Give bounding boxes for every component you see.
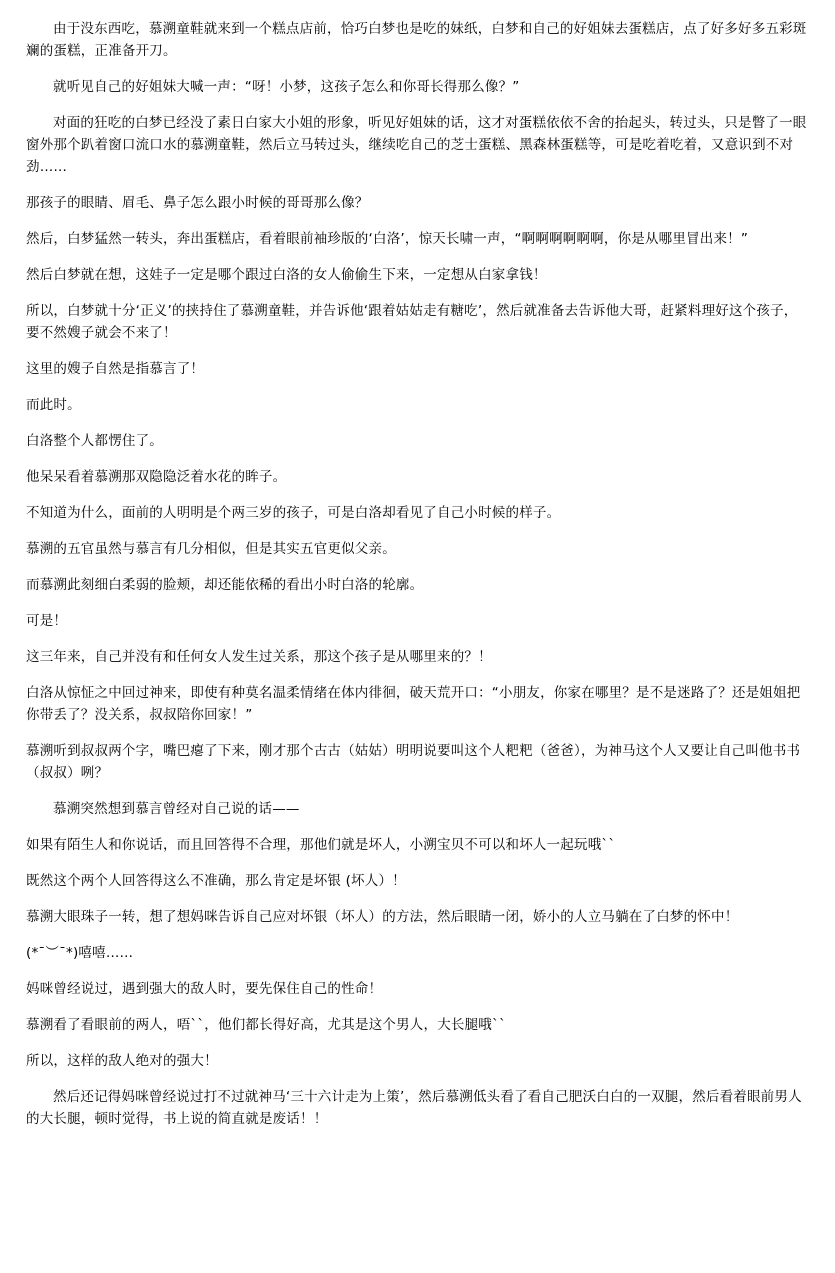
paragraph: 就听见自己的好姐妹大喊一声：“呀！小梦，这孩子怎么和你哥长得那么像？” [53,79,520,95]
paragraph: 而此时。 [26,397,81,413]
paragraph: 由于没东西吃，慕溯童鞋就来到一个糕点店前，恰巧白梦也是吃的妹纸，白梦和自己的好姐妹去蛋糕店，点了好多好多五彩斑斓的蛋糕，正准备开刀。 [26,21,807,59]
paragraph: 不知道为什么，面前的人明明是个两三岁的孩子，可是白洛却看见了自己小时候的样子。 [26,505,561,521]
paragraph: 这里的嫂子自然是指慕言了！ [26,361,205,377]
paragraph: 然后白梦就在想，这娃子一定是哪个跟过白洛的女人偷偷生下来，一定想从白家拿钱！ [26,267,547,283]
paragraph: 白洛从惊怔之中回过神来，即使有种莫名温柔情绪在体内徘徊，破天荒开口：“小朋友，你家在哪里？是不是迷路了？还是姐姐把你带丢了？没关系，叔叔陪你回家！” [26,685,801,723]
paragraph: 妈咪曾经说过，遇到强大的敌人时，要先保住自己的性命！ [26,981,383,997]
paragraph: 对面的狂吃的白梦已经没了素日白家大小姐的形象，听见好姐妹的话，这才对蛋糕依依不舍的抬起头，转过头，只是瞥了一眼窗外那个趴着窗口流口水的慕溯童鞋，然后立马转过头，继续吃自己的芝士蛋糕、黑森林蛋糕等，可是吃着吃着，又意识到不对劲…… [26,115,807,175]
paragraph: 然后，白梦猛然一转头，奔出蛋糕店，看着眼前袖珍版的‘白洛’，惊天长啸一声，“啊啊啊啊啊啊，你是从哪里冒出来！” [26,231,749,247]
paragraph: 既然这个两个人回答得这么不准确，那么肯定是坏银 (坏人）！ [26,873,406,889]
paragraph: (*ˉ︶ˉ*)嘻嘻…… [26,945,134,961]
paragraph: 所以，这样的敌人绝对的强大！ [26,1053,218,1069]
paragraph: 所以，白梦就十分‘正义’的挟持住了慕溯童鞋，并告诉他‘跟着姑姑走有糖吃’，然后就准备去告诉他大哥，赶紧料理好这个孩子，要不然嫂子就会不来了！ [26,303,798,341]
paragraph: 如果有陌生人和你说话，而且回答得不合理，那他们就是坏人，小溯宝贝不可以和坏人一起玩哦`` [26,837,616,853]
paragraph: 慕溯突然想到慕言曾经对自己说的话—— [53,801,300,817]
paragraph: 慕溯的五官虽然与慕言有几分相似，但是其实五官更似父亲。 [26,541,396,557]
paragraph: 可是！ [26,613,68,629]
paragraph: 慕溯看了看眼前的两人，唔``，他们都长得好高，尤其是这个男人，大长腿哦`` [26,1017,506,1033]
paragraph: 他呆呆看着慕溯那双隐隐泛着水花的眸子。 [26,469,287,485]
paragraph: 那孩子的眼睛、眉毛、鼻子怎么跟小时候的哥哥那么像？ [26,195,369,211]
paragraph: 而慕溯此刻细白柔弱的脸颊，却还能依稀的看出小时白洛的轮廓。 [26,577,424,593]
paragraph: 慕溯大眼珠子一转，想了想妈咪告诉自己应对坏银（坏人）的方法，然后眼睛一闭，娇小的人立马躺在了白梦的怀中！ [26,909,739,925]
paragraph: 白洛整个人都愣住了。 [26,433,163,449]
paragraph: 然后还记得妈咪曾经说过打不过就神马‘三十六计走为上策’，然后慕溯低头看了看自己肥沃白白的一双腿，然后看着眼前男人的大长腿，顿时觉得，书上说的简直就是废话！！ [26,1089,802,1127]
paragraph: 这三年来，自己并没有和任何女人发生过关系，那这个孩子是从哪里来的？！ [26,649,492,665]
paragraph: 慕溯听到叔叔两个字，嘴巴瘪了下来，刚才那个古古（姑姑）明明说要叫这个人粑粑（爸爸），为神马这个人又要让自己叫他书书（叔叔）咧？ [26,743,801,781]
